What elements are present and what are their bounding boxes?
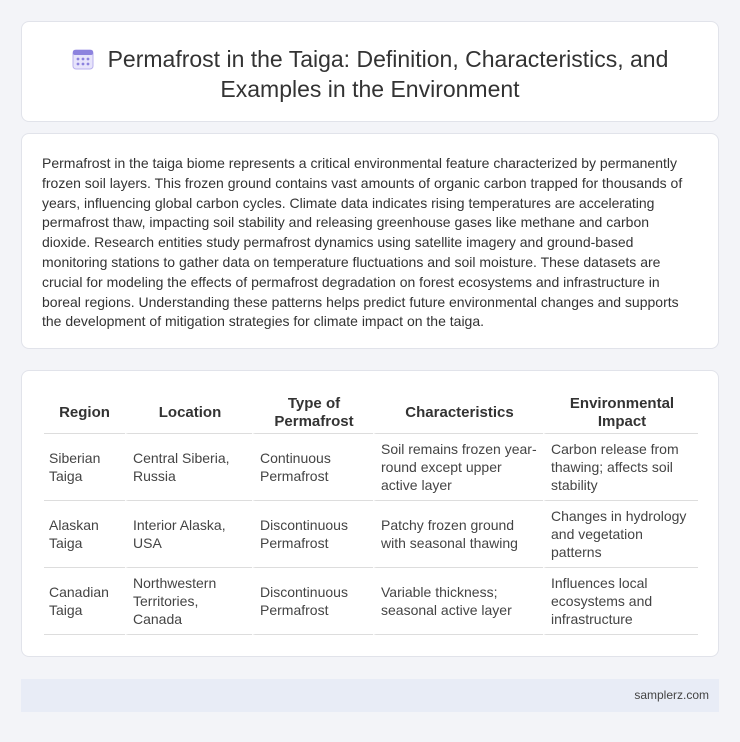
column-header: Type of Permafrost xyxy=(252,393,373,434)
header-card xyxy=(21,21,719,122)
table-cell: Soil remains frozen year-round except upper active layer xyxy=(373,434,543,501)
table-row xyxy=(44,568,698,635)
column-header: Region xyxy=(44,393,125,434)
table-cell: Continuous Permafrost xyxy=(252,434,373,501)
column-header: Location xyxy=(125,393,252,434)
table-cell: Canadian Taiga xyxy=(44,568,125,635)
table-header-row xyxy=(44,393,698,434)
intro-paragraph: Permafrost in the taiga biome represents a critical environmental feature characterized by permanently frozen soil layers. This frozen ground contains vast amounts of organic carbon trapped for thousands of years, influencing global carbon cycles. Climate data indicates rising temperatures are accelerating permafrost thaw, impacting soil stability and releasing greenhouse gases like methane and carbon dioxide. Research entities study permafrost dynamics using satellite imagery and ground-based monitoring stations to gather data on temperature fluctuations and soil moisture. These datasets are crucial for modeling the effects of permafrost degradation on forest ecosystems and infrastructure in boreal regions. Understanding these patterns helps predict future environmental changes and supports the development of mitigation strategies for climate impact on the taiga. xyxy=(42,155,683,330)
table-card xyxy=(21,370,719,657)
intro-card xyxy=(21,133,719,349)
table-cell: Variable thickness; seasonal active layer xyxy=(373,568,543,635)
calendar-icon xyxy=(72,48,94,70)
table-cell: Carbon release from thawing; affects soil stability xyxy=(543,434,698,501)
table-cell: Interior Alaska, USA xyxy=(125,501,252,568)
table-cell: Changes in hydrology and vegetation patterns xyxy=(543,501,698,568)
column-header: Environmental Impact xyxy=(543,393,698,434)
page-title-wrap xyxy=(22,44,718,104)
table-cell: Discontinuous Permafrost xyxy=(252,501,373,568)
column-header: Characteristics xyxy=(373,393,543,434)
table-cell: Influences local ecosystems and infrastructure xyxy=(543,568,698,635)
table-cell: Central Siberia, Russia xyxy=(125,434,252,501)
table-cell: Alaskan Taiga xyxy=(44,501,125,568)
footer-site-link[interactable]: samplerz.com xyxy=(634,688,709,702)
footer xyxy=(21,679,719,712)
table-cell: Discontinuous Permafrost xyxy=(252,568,373,635)
page-title: Permafrost in the Taiga: Definition, Characteristics, and Examples in the Environment xyxy=(107,46,669,102)
table-cell: Patchy frozen ground with seasonal thawing xyxy=(373,501,543,568)
permafrost-table xyxy=(44,393,698,635)
table-row xyxy=(44,501,698,568)
table-row xyxy=(44,434,698,501)
table-cell: Siberian Taiga xyxy=(44,434,125,501)
table-cell: Northwestern Territories, Canada xyxy=(125,568,252,635)
